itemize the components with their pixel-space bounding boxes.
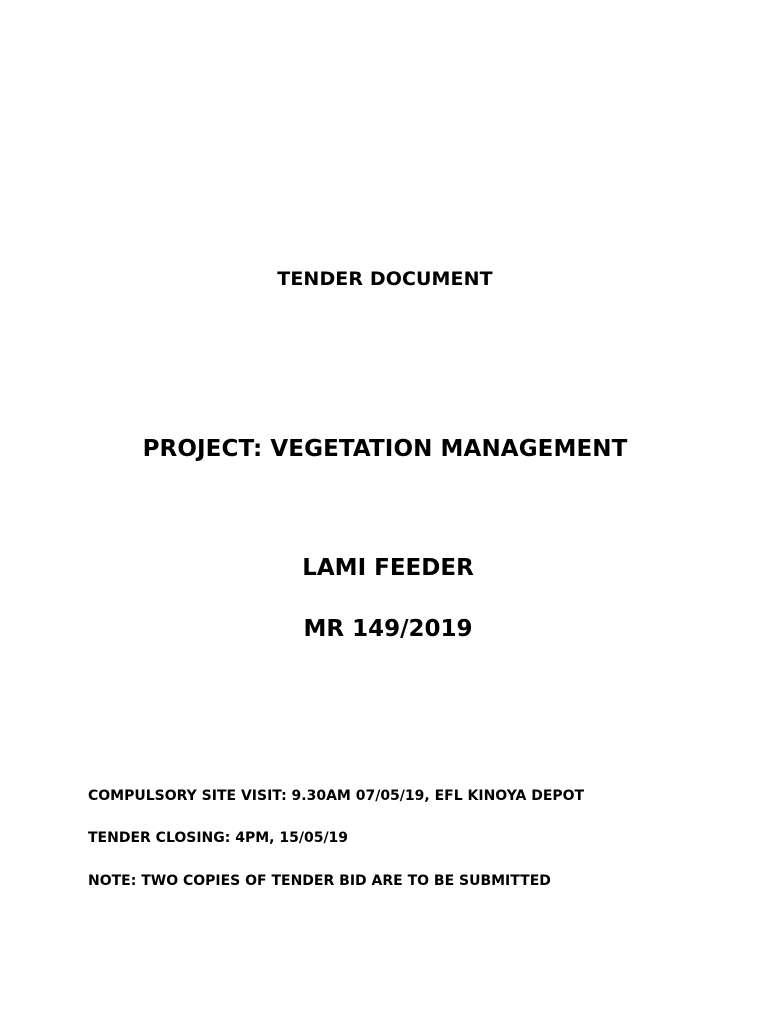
submission-copies-note: NOTE: TWO COPIES OF TENDER BID ARE TO BE SUBMITTED xyxy=(88,873,551,889)
site-visit-note: COMPULSORY SITE VISIT: 9.30AM 07/05/19, EFL KINOYA DEPOT xyxy=(88,788,585,804)
tender-closing-note: TENDER CLOSING: 4PM, 15/05/19 xyxy=(88,830,349,846)
project-title: PROJECT: VEGETATION MANAGEMENT xyxy=(142,436,628,462)
document-heading: TENDER DOCUMENT xyxy=(277,268,493,290)
reference-number: MR 149/2019 xyxy=(303,616,473,642)
feeder-title: LAMI FEEDER xyxy=(302,555,474,581)
